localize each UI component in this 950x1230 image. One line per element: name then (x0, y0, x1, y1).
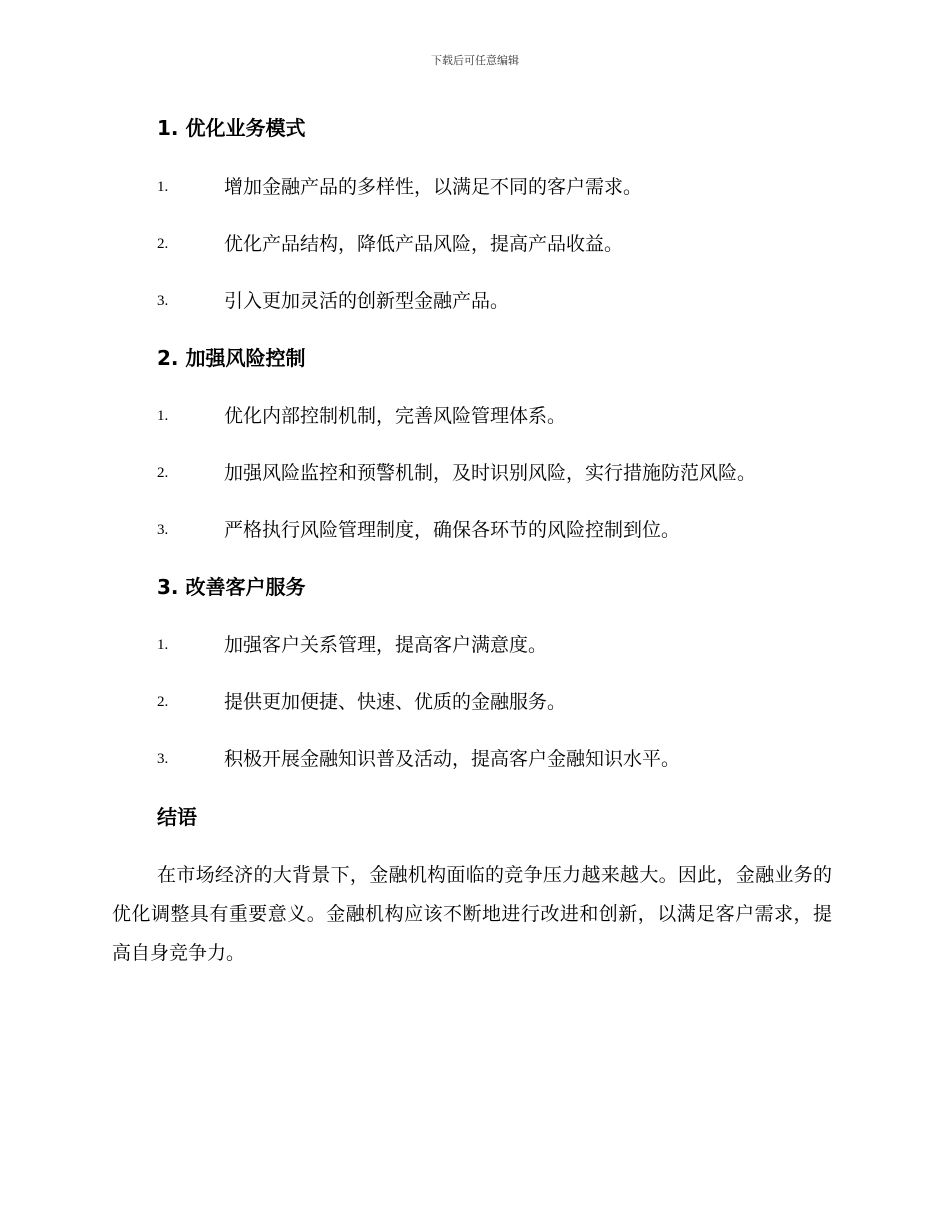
list-item-text: 加强客户关系管理，提高客户满意度。 (224, 634, 548, 656)
list-item-text: 优化内部控制机制，完善风险管理体系。 (224, 405, 567, 427)
list-item-text: 严格执行风险管理制度，确保各环节的风险控制到位。 (224, 519, 681, 541)
conclusion-heading: 结语 (157, 805, 197, 829)
list-item-text: 增加金融产品的多样性，以满足不同的客户需求。 (224, 176, 643, 198)
list-item (0, 460, 950, 486)
section-1-heading: 1. 优化业务模式 (157, 116, 306, 140)
list-item (0, 174, 950, 200)
list-item-text: 优化产品结构，降低产品风险，提高产品收益。 (224, 233, 624, 255)
list-item-text: 积极开展金融知识普及活动，提高客户金融知识水平。 (224, 748, 681, 770)
list-item (0, 288, 950, 314)
list-item-number: 2. (157, 694, 169, 710)
list-item-number: 3. (157, 751, 169, 767)
list-item-text: 引入更加灵活的创新型金融产品。 (224, 290, 510, 312)
list-item-number: 2. (157, 465, 169, 481)
list-item-text: 提供更加便捷、快速、优质的金融服务。 (224, 691, 567, 713)
list-item (0, 746, 950, 772)
list-item-number: 3. (157, 293, 169, 309)
list-item-number: 3. (157, 522, 169, 538)
list-item-number: 1. (157, 408, 169, 424)
list-item (0, 517, 950, 543)
list-item-number: 1. (157, 179, 169, 195)
conclusion-paragraph: 在市场经济的大背景下，金融机构面临的竞争压力越来越大。因此，金融业务的优化调整具有重要意义。金融机构应该不断地进行改进和创新，以满足客户需求，提高自身竞争力。 (112, 864, 832, 964)
section-3-heading: 3. 改善客户服务 (157, 575, 306, 599)
list-item-number: 2. (157, 236, 169, 252)
list-item (0, 231, 950, 257)
list-item (0, 403, 950, 429)
list-item (0, 689, 950, 715)
list-item (0, 632, 950, 658)
list-item-number: 1. (157, 637, 169, 653)
list-item-text: 加强风险监控和预警机制，及时识别风险，实行措施防范风险。 (224, 462, 757, 484)
header-note: 下载后可任意编辑 (431, 54, 519, 67)
section-2-heading: 2. 加强风险控制 (157, 346, 306, 370)
